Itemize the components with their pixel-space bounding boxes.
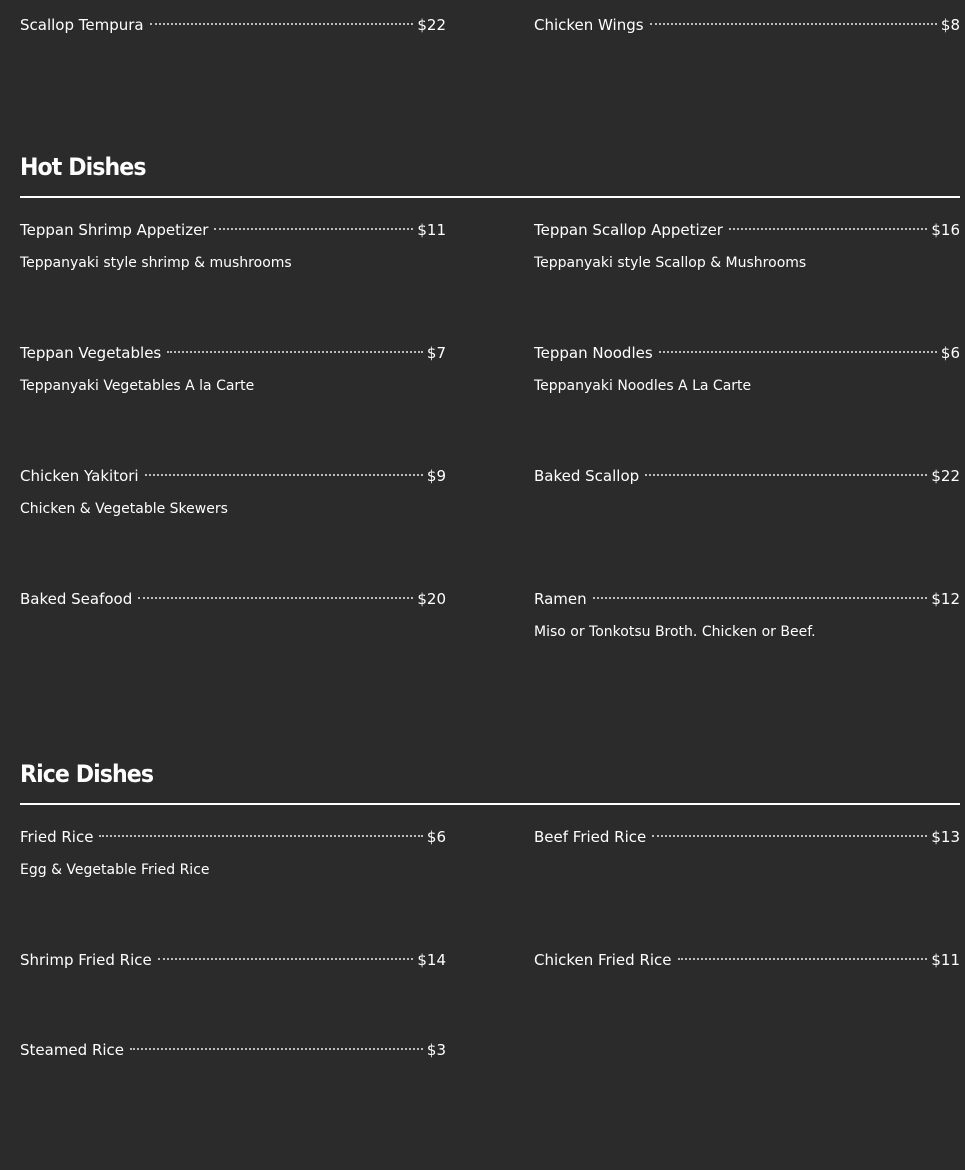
dot-leader — [593, 597, 928, 599]
item-name: Teppan Scallop Appetizer — [534, 221, 723, 239]
item-price: $3 — [426, 1041, 446, 1059]
menu-item — [20, 950, 446, 970]
menu-item — [534, 950, 960, 970]
item-price: $11 — [931, 951, 960, 969]
item-name: Steamed Rice — [20, 1041, 125, 1059]
item-name: Fried Rice — [20, 828, 94, 846]
menu-item — [20, 15, 446, 35]
dot-leader — [645, 474, 927, 476]
item-price: $14 — [417, 951, 446, 969]
item-name: Chicken Wings — [534, 16, 644, 34]
section-title-rice-dishes: Rice Dishes — [20, 760, 154, 788]
item-name: Ramen — [534, 590, 587, 608]
dot-leader — [214, 228, 413, 230]
item-name: Baked Seafood — [20, 590, 133, 608]
item-price: $12 — [931, 590, 960, 608]
item-price: $20 — [417, 590, 446, 608]
item-description: Miso or Tonkotsu Broth. Chicken or Beef. — [534, 624, 816, 640]
dot-leader — [138, 597, 413, 599]
menu-item — [20, 466, 446, 519]
item-name: Beef Fried Rice — [534, 828, 647, 846]
menu-item — [534, 15, 960, 35]
dot-leader — [167, 351, 423, 353]
menu-row — [20, 15, 960, 35]
menu-row — [20, 950, 960, 970]
item-price: $13 — [931, 828, 960, 846]
menu-row — [20, 827, 960, 880]
menu-item — [20, 827, 446, 880]
dot-leader — [659, 351, 937, 353]
item-name: Teppan Vegetables — [20, 344, 162, 362]
dot-leader — [158, 958, 414, 960]
menu-item — [20, 343, 446, 396]
item-price: $6 — [426, 828, 446, 846]
item-price: $6 — [940, 344, 960, 362]
item-price: $9 — [426, 467, 446, 485]
item-price: $11 — [417, 221, 446, 239]
menu-row — [20, 1040, 960, 1060]
dot-leader — [729, 228, 927, 230]
dot-leader — [145, 474, 423, 476]
item-price: $8 — [940, 16, 960, 34]
section-title-hot-dishes: Hot Dishes — [20, 153, 146, 181]
item-name: Teppan Noodles — [534, 344, 653, 362]
empty-cell — [534, 1040, 960, 1060]
menu-item — [534, 827, 960, 880]
item-name: Chicken Fried Rice — [534, 951, 672, 969]
dot-leader — [130, 1048, 423, 1050]
section-divider — [20, 803, 960, 805]
menu-item — [534, 466, 960, 519]
section-divider — [20, 196, 960, 198]
item-description: Egg & Vegetable Fried Rice — [20, 862, 210, 878]
item-description: Teppanyaki Noodles A La Carte — [534, 378, 752, 394]
item-description: Teppanyaki style Scallop & Mushrooms — [534, 255, 807, 271]
item-name: Shrimp Fried Rice — [20, 951, 152, 969]
menu-item — [534, 220, 960, 273]
menu-item — [534, 589, 960, 642]
dot-leader — [678, 958, 928, 960]
menu-item — [20, 220, 446, 273]
item-description: Chicken & Vegetable Skewers — [20, 501, 228, 517]
item-name: Chicken Yakitori — [20, 467, 139, 485]
dot-leader — [99, 835, 422, 837]
item-price: $22 — [417, 16, 446, 34]
item-price: $16 — [931, 221, 960, 239]
dot-leader — [650, 23, 937, 25]
menu-row — [20, 343, 960, 396]
item-name: Teppan Shrimp Appetizer — [20, 221, 209, 239]
item-name: Baked Scallop — [534, 467, 640, 485]
menu-item — [20, 589, 446, 642]
menu-row — [20, 466, 960, 519]
item-price: $7 — [426, 344, 446, 362]
item-description: Teppanyaki style shrimp & mushrooms — [20, 255, 292, 271]
menu-item — [534, 343, 960, 396]
item-price: $22 — [931, 467, 960, 485]
dot-leader — [652, 835, 927, 837]
item-description: Teppanyaki Vegetables A la Carte — [20, 378, 255, 394]
item-name: Scallop Tempura — [20, 16, 144, 34]
dot-leader — [150, 23, 414, 25]
menu-row — [20, 220, 960, 273]
menu-row — [20, 589, 960, 642]
menu-item — [20, 1040, 446, 1060]
